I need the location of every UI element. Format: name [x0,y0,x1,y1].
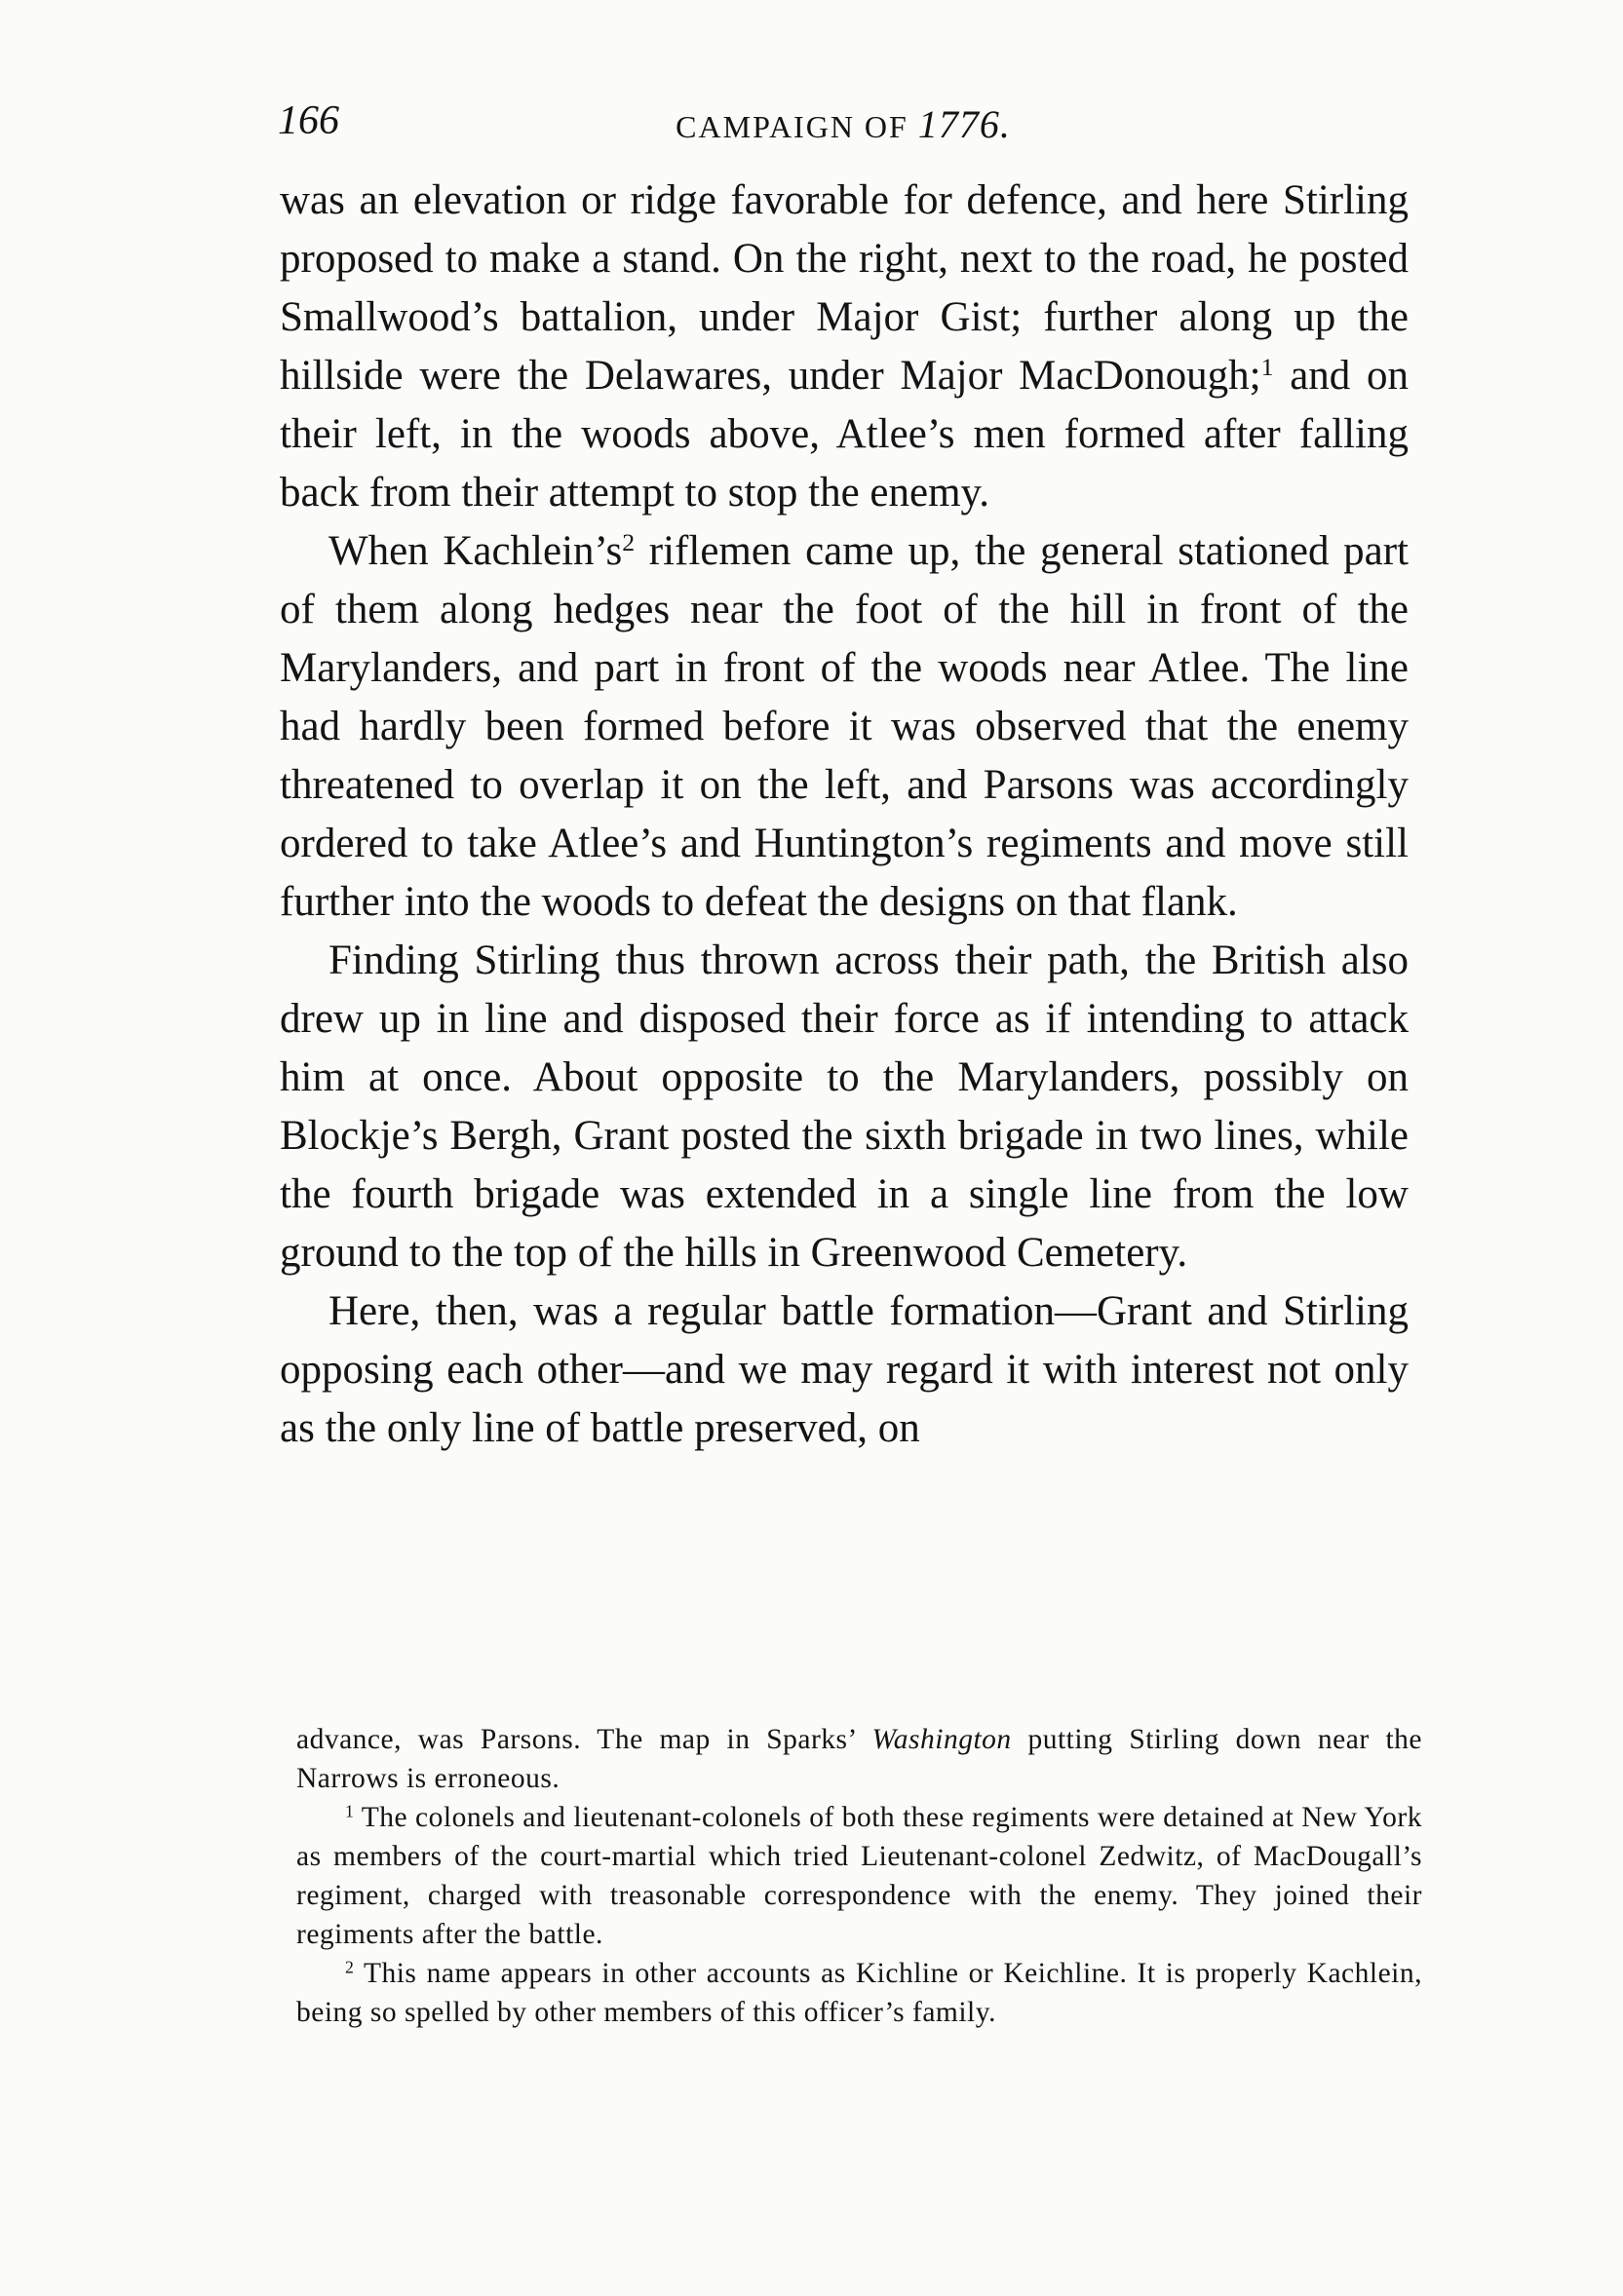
paragraph-3-text: Finding Stirling thus thrown across their path, the British also drew up in line and disposed their force as if intending to attack him at once. About opposite to the Marylanders, possibly on Blockje’s Bergh, Grant posted the sixth brigade in two lines, while the fourth brigade was extended in a single line from the low ground to the top of the hills in Greenwood Cemetery. [280,938,1409,1276]
footnote-2-text: This name appears in other accounts as Kichline or Keichline. It is properly Kachlein, being so spelled by other members of this officer’s family. [296,1958,1422,2028]
footnote-continuation-a: advance, was Parsons. The map in Sparks’ [296,1724,872,1755]
paragraph-4 [280,1282,1409,1458]
footnotes [296,1720,1422,2032]
paragraph-1-text: was an elevation or ridge favorable for defence, and here Stirling proposed to make a stand. On the right, next to the road, he posted Smallwood’s battalion, under Major Gist; further along up the hillside were the Delawares, under Major MacDonough; [280,177,1409,399]
paragraph-4-text: Here, then, was a regular battle formation—Grant and Stirling opposing each other—and we may regard it with interest not only as the only line of battle preserved, on [280,1288,1409,1451]
body-text [280,172,1409,1458]
page-header [278,97,1409,156]
footnote-ref-1: 1 [1260,352,1274,381]
paragraph-2-start: When Kachlein’s [328,528,623,574]
running-title: CAMPAIGN OF [676,109,908,144]
footnote-2-marker: 2 [345,1957,355,1977]
footnote-ref-2: 2 [622,527,636,556]
paragraph-2-rest: riflemen came up, the general stationed part of them along hedges near the foot of the hill in front of the Marylanders, and part in front of the woods near Atlee. The line had hardly been formed before it was observed that the enemy threatened to overlap it on the left, and Parsons was accordingly ordered to take Atlee’s and Huntington’s regiments and move still further into the woods to defeat the designs on that flank. [280,528,1409,925]
footnote-title-italic: Washington [871,1724,1012,1755]
footnote-1 [296,1798,1422,1954]
footnote-2 [296,1954,1422,2032]
footnote-continuation [296,1720,1422,1798]
paragraph-2 [280,522,1409,932]
footnote-1-text: The colonels and lieutenant-colonels of both these regiments were detained at New York as members of the court-martial which tried Lieutenant-colonel Zedwitz, of MacDougall’s regiment, charged with treasonable correspondence with the enemy. They joined their regiments after the battle. [296,1802,1422,1950]
paragraph-3 [280,932,1409,1282]
page-number: 166 [278,98,339,143]
running-head [278,101,1409,147]
footnote-continuation-b: putting Stirling down near the Narrows is erroneous. [296,1724,1422,1794]
footnote-1-marker: 1 [345,1801,355,1821]
running-year: 1776. [917,102,1011,146]
paragraph-1-rest: and on their left, in the woods above, Atlee’s men formed after falling back from their attempt to stop the enemy. [280,353,1409,516]
paragraph-1 [280,172,1409,522]
